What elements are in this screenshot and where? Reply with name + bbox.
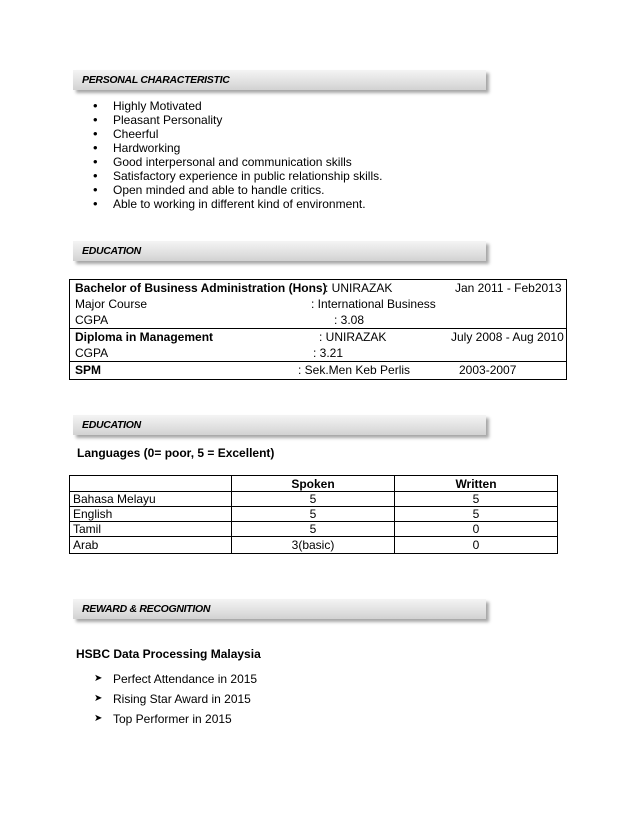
column-header: Spoken — [232, 476, 395, 492]
spm-institution: : Sek.Men Keb Perlis — [298, 363, 411, 377]
degree-institution: : UNIRAZAK — [325, 281, 393, 295]
diploma-date: July 2008 - Aug 2010 — [451, 330, 564, 344]
spm-date: 2003-2007 — [459, 363, 517, 377]
arrow-bullet-icon: ➤ — [94, 693, 103, 704]
diploma-name: Diploma in Management — [75, 330, 214, 344]
education-row-degree — [70, 280, 566, 296]
spoken-score: 5 — [232, 507, 395, 522]
list-item: • Good interpersonal and communication skills — [93, 155, 382, 169]
diploma-institution: : UNIRAZAK — [319, 330, 387, 344]
written-score: 5 — [395, 492, 558, 507]
list-item: • Cheerful — [93, 127, 382, 141]
written-score: 5 — [395, 507, 558, 522]
spoken-score: 5 — [232, 492, 395, 507]
language-name: Tamil — [70, 522, 232, 537]
reward-list — [94, 669, 257, 729]
section-heading-personal: PERSONAL CHARACTERISTIC — [73, 70, 486, 90]
list-item — [94, 709, 257, 729]
personal-characteristics-list — [93, 99, 382, 211]
cgpa-value: : 3.21 — [313, 346, 344, 360]
section-heading-reward: REWARD & RECOGNITION — [73, 599, 486, 619]
education-row-spm — [70, 361, 566, 378]
list-item: • Satisfactory experience in public relationship skills. — [93, 169, 382, 183]
table-row — [70, 537, 558, 554]
reward-item: Top Performer in 2015 — [113, 712, 232, 726]
language-name: English — [70, 507, 232, 522]
arrow-bullet-icon: ➤ — [94, 673, 103, 684]
section-heading-languages: EDUCATION — [73, 415, 486, 435]
education-row-major — [70, 296, 566, 312]
table-row — [70, 492, 558, 507]
education-row-diploma — [70, 328, 566, 345]
major-label: Major Course — [75, 297, 148, 311]
spoken-score: 5 — [232, 522, 395, 537]
table-header-row — [70, 476, 558, 492]
column-header — [70, 476, 232, 492]
spoken-score: 3(basic) — [232, 537, 395, 554]
list-item: • Able to working in different kind of environment. — [93, 197, 382, 211]
reward-item: Perfect Attendance in 2015 — [113, 672, 258, 686]
major-value: : International Business — [311, 297, 436, 311]
languages-title: Languages (0= poor, 5 = Excellent) — [77, 446, 275, 460]
table-row — [70, 507, 558, 522]
language-name: Bahasa Melayu — [70, 492, 232, 507]
cgpa-value: : 3.08 — [334, 313, 365, 327]
column-header: Written — [395, 476, 558, 492]
education-table — [69, 279, 567, 380]
education-row-cgpa-1 — [70, 312, 566, 328]
arrow-bullet-icon: ➤ — [94, 713, 103, 724]
written-score: 0 — [395, 537, 558, 554]
reward-item: Rising Star Award in 2015 — [113, 692, 251, 706]
list-item: • Pleasant Personality — [93, 113, 382, 127]
education-row-cgpa-2 — [70, 345, 566, 361]
degree-name: Bachelor of Business Administration (Hons) — [75, 281, 327, 295]
languages-table — [69, 475, 558, 554]
cgpa-label: CGPA — [75, 346, 109, 360]
section-heading-education: EDUCATION — [73, 241, 486, 261]
list-item — [94, 669, 257, 689]
spm-name: SPM — [75, 363, 102, 377]
written-score: 0 — [395, 522, 558, 537]
list-item: • Open minded and able to handle critics. — [93, 183, 382, 197]
list-item: • Highly Motivated — [93, 99, 382, 113]
reward-organization: HSBC Data Processing Malaysia — [76, 647, 261, 661]
list-item: • Hardworking — [93, 141, 382, 155]
language-name: Arab — [70, 537, 232, 554]
degree-date: Jan 2011 - Feb2013 — [455, 281, 562, 295]
list-item — [94, 689, 257, 709]
cgpa-label: CGPA — [75, 313, 109, 327]
table-row — [70, 522, 558, 537]
